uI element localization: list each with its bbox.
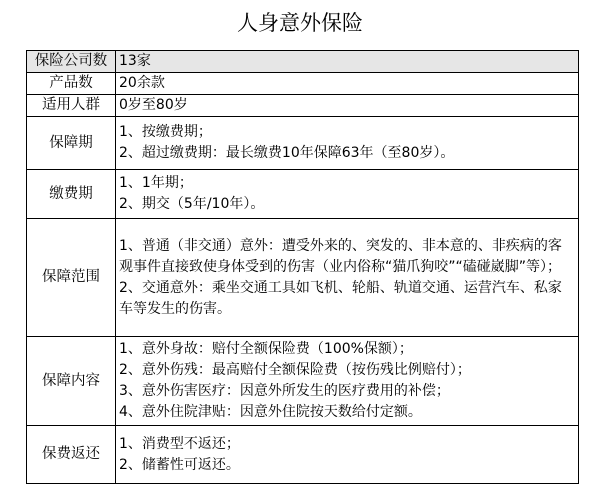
row-label: 保费返还 [27,426,116,484]
value-line: 1、意外身故：赔付全额保险费（100%保额）； [119,341,413,357]
row-value [116,337,579,426]
row-value [116,426,579,484]
table-row-coverage-period [27,117,579,170]
table-row-company-count [27,51,579,73]
insurance-info-table [26,50,579,484]
row-label: 缴费期 [27,170,116,219]
table-row-payment-period [27,170,579,219]
value-line: 1、消费型不返还； [119,435,240,452]
value-line: 20余款 [119,75,165,91]
value-line: 2、期交（5年/10年）。 [119,196,265,212]
row-value [116,51,579,73]
table-row-coverage-scope [27,219,579,337]
value-line: 3、意外伤害医疗：因意外所发生的医疗费用的补偿； [119,383,450,399]
table-row-product-count [27,73,579,95]
table-row-target-group [27,95,579,117]
row-label: 产品数 [27,73,116,95]
table-row-premium-refund [27,426,579,484]
row-value [116,95,579,117]
value-line: 2、意外伤残：最高赔付全额保险费（按伤残比例赔付）； [119,362,471,378]
row-value [116,170,579,219]
row-label: 保障范围 [27,219,116,337]
value-line: 2、超过缴费期：最长缴费10年保障63年（至80岁）。 [119,145,455,161]
row-label: 适用人群 [27,95,116,117]
row-label: 保险公司数 [27,51,116,73]
row-value [116,219,579,337]
value-line: 2、交通意外：乘坐交通工具如飞机、轮船、轨道交通、运营汽车、私家车等发生的伤害。 [119,279,562,317]
value-line: 2、储蓄性可返还。 [119,456,240,473]
row-value [116,73,579,95]
page-title: 人身意外保险 [237,11,363,35]
value-line: 13家 [119,53,151,69]
row-label: 保障期 [27,117,116,170]
value-line: 1、按缴费期； [119,124,212,140]
value-line: 4、意外住院津贴：因意外住院按天数给付定额。 [119,404,422,420]
table-row-coverage-content [27,337,579,426]
value-line: 0岁至80岁 [119,97,188,113]
value-line: 1、1年期； [119,175,193,191]
value-line: 1、普通（非交通）意外：遭受外来的、突发的、非本意的、非疾病的客观事件直接致使身体受到的伤害（业内俗称“猫爪狗咬”“磕碰崴脚”等）； [119,237,562,275]
row-value [116,117,579,170]
row-label: 保障内容 [27,337,116,426]
